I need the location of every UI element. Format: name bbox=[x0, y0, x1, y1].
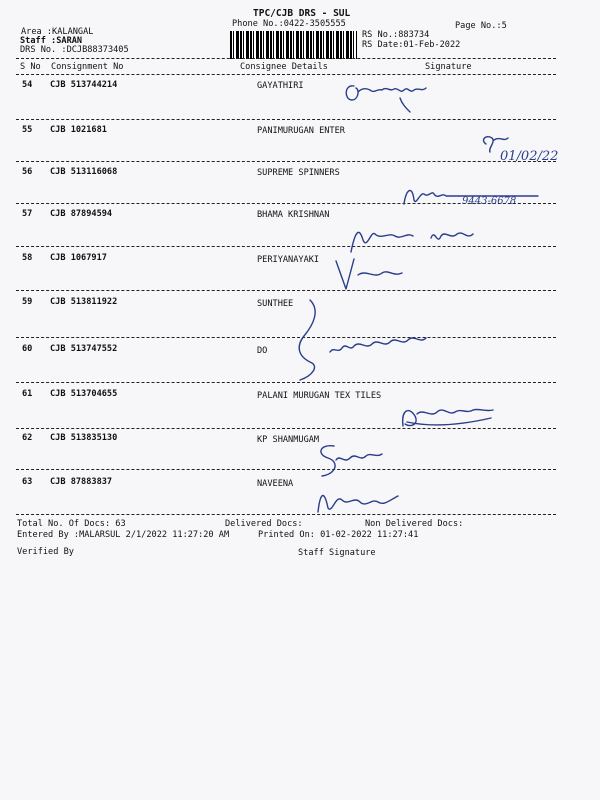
signature-62 bbox=[310, 440, 390, 485]
phone-56-text: 9443-6678 bbox=[462, 196, 517, 207]
row-consignee: PALANI MURUGAN TEX TILES bbox=[257, 391, 382, 401]
divider-line bbox=[16, 290, 556, 291]
row-consignee: NAVEENA bbox=[257, 479, 294, 489]
row-sno: 61 bbox=[22, 389, 33, 399]
row-consignment: CJB 513835130 bbox=[50, 433, 118, 443]
non-delivered-docs: Non Delivered Docs: bbox=[365, 519, 464, 529]
verified-by: Verified By bbox=[17, 547, 74, 557]
column-header-consignee: Consignee Details bbox=[240, 62, 328, 72]
row-consignment: CJB 1067917 bbox=[50, 253, 107, 263]
area-label: Area :KALANGAL bbox=[21, 27, 94, 37]
row-sno: 54 bbox=[22, 80, 33, 90]
divider-line bbox=[16, 119, 556, 120]
column-header-sno: S No bbox=[20, 62, 41, 72]
row-consignment: CJB 513116068 bbox=[50, 167, 118, 177]
signature-59-60 bbox=[290, 296, 440, 386]
doc-title: TPC/CJB DRS - SUL bbox=[253, 8, 351, 19]
signature-54 bbox=[340, 78, 440, 118]
row-consignee: SUNTHEE bbox=[257, 299, 294, 309]
rs-number: RS No.:883734 bbox=[362, 30, 430, 40]
page-number: Page No.:5 bbox=[455, 21, 507, 31]
divider-line bbox=[16, 514, 556, 515]
row-consignment: CJB 87883837 bbox=[50, 477, 113, 487]
signature-56 bbox=[398, 180, 548, 210]
row-consignee: PANIMURUGAN ENTER bbox=[257, 126, 345, 136]
row-consignment: CJB 87894594 bbox=[50, 209, 113, 219]
row-consignment: CJB 513811922 bbox=[50, 297, 118, 307]
printed-on: Printed On: 01-02-2022 11:27:41 bbox=[258, 530, 419, 540]
row-sno: 55 bbox=[22, 125, 33, 135]
rs-date: RS Date:01-Feb-2022 bbox=[362, 40, 461, 50]
row-consignee: BHAMA KRISHNAN bbox=[257, 210, 330, 220]
row-consignment: CJB 1021681 bbox=[50, 125, 107, 135]
column-header-signature: Signature bbox=[425, 62, 472, 72]
divider-line bbox=[16, 382, 556, 383]
signature-61 bbox=[395, 400, 505, 435]
row-sno: 60 bbox=[22, 344, 33, 354]
total-docs: Total No. Of Docs: 63 bbox=[17, 519, 126, 529]
row-consignee: KP SHANMUGAM bbox=[257, 435, 320, 445]
signature-63 bbox=[310, 482, 410, 522]
row-consignee: GAYATHIRI bbox=[257, 81, 304, 91]
signature-58 bbox=[330, 255, 410, 295]
delivered-docs: Delivered Docs: bbox=[225, 519, 303, 529]
row-consignment: CJB 513744214 bbox=[50, 80, 118, 90]
row-sno: 57 bbox=[22, 209, 33, 219]
row-consignment: CJB 513704655 bbox=[50, 389, 118, 399]
divider-line bbox=[16, 469, 556, 470]
row-consignee: DO bbox=[257, 346, 268, 356]
row-sno: 62 bbox=[22, 433, 33, 443]
divider-line bbox=[16, 337, 556, 338]
barcode-image bbox=[230, 31, 357, 59]
entered-by: Entered By :MALARSUL 2/1/2022 11:27:20 AM bbox=[17, 530, 230, 540]
divider-line bbox=[16, 161, 556, 162]
row-sno: 58 bbox=[22, 253, 33, 263]
divider-line bbox=[16, 58, 556, 59]
row-sno: 63 bbox=[22, 477, 33, 487]
signature-55 bbox=[478, 130, 568, 170]
divider-line bbox=[16, 74, 556, 75]
date-55-text: 01/02/22 bbox=[500, 149, 559, 164]
staff-signature: Staff Signature bbox=[298, 548, 376, 558]
phone-number: Phone No.:0422-3505555 bbox=[232, 19, 346, 29]
row-consignee: PERIYANAYAKI bbox=[257, 255, 320, 265]
staff-label: Staff :SARAN bbox=[20, 36, 83, 46]
row-sno: 56 bbox=[22, 167, 33, 177]
row-consignee: SUPREME SPINNERS bbox=[257, 168, 340, 178]
drs-number: DRS No. :DCJB88373405 bbox=[20, 45, 129, 55]
row-sno: 59 bbox=[22, 297, 33, 307]
row-consignment: CJB 513747552 bbox=[50, 344, 118, 354]
column-header-consignment: Consignment No bbox=[51, 62, 124, 72]
